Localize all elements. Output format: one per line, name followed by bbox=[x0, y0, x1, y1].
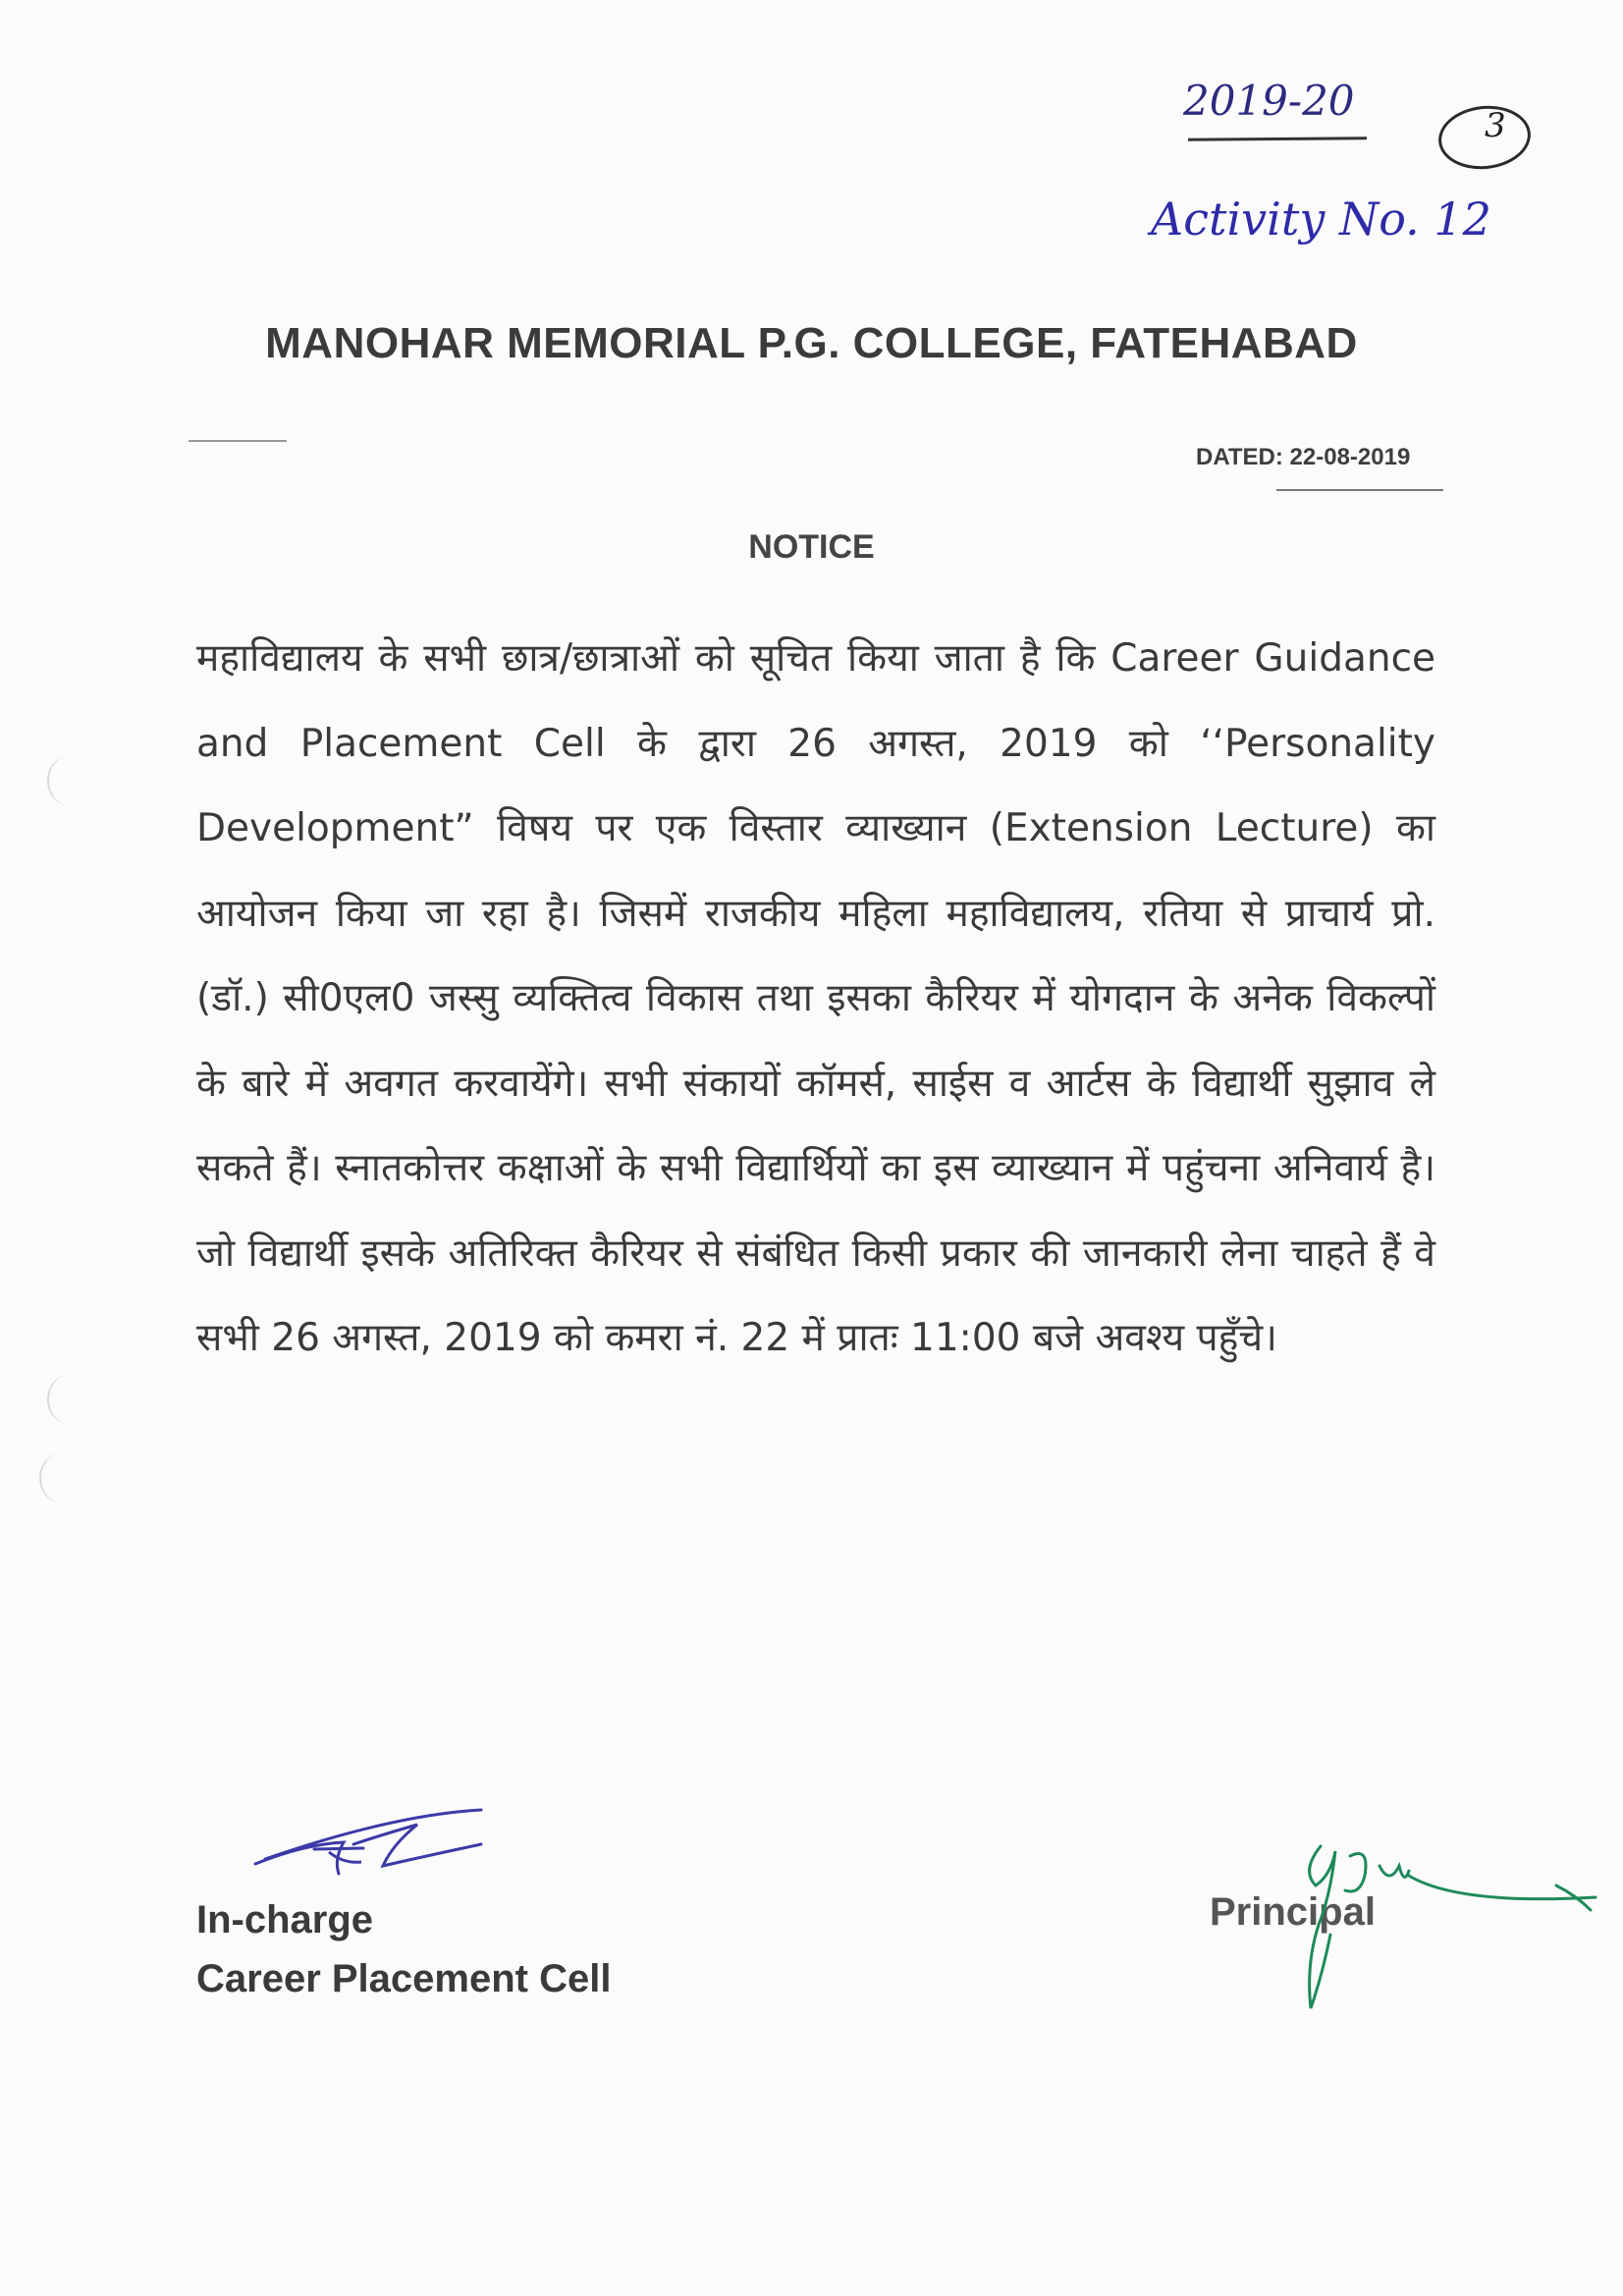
principal-label: Principal bbox=[1210, 1890, 1376, 1934]
handwritten-activity-number: Activity No. 12 bbox=[1151, 192, 1491, 246]
notice-body: महाविद्यालय के सभी छात्र/छात्राओं को सूचित किया जाता है कि Career Guidance and Placement Cell के द्वारा 26 अगस्त, 2019 को ‘‘Personality Development” विषय पर एक विस्तार व्याख्यान (Extension Lecture) का आयोजन किया जा रहा है। जिसमें राजकीय महिला महाविद्यालय, रतिया से प्राचार्य प्रो. (डॉ.) सी0एल0 जस्सु व्यक्तित्व विकास तथा इसका कैरियर में योगदान के अनेक विकल्पों के बारे में अवगत करवायेंगे। सभी संकायों कॉमर्स, साईस व आर्टस के विद्यार्थी सुझाव ले सकते हैं। स्नातकोत्तर कक्षाओं के सभी विद्यार्थियों का इस व्याख्यान में पहुंचना अनिवार्य है। जो विद्यार्थी इसके अतिरिक्त कैरियर से संबंधित किसी प्रकार की जानकारी लेना चाहते हैं वे सभी 26 अगस्त, 2019 को कमरा नं. 22 में प्रातः 11:00 बजे अवश्य पहुँचे। bbox=[196, 636, 1435, 1360]
notice-title: NOTICE bbox=[748, 528, 875, 566]
incharge-signature bbox=[245, 1805, 491, 1903]
date-underline bbox=[1276, 489, 1443, 491]
stray-mark bbox=[189, 440, 287, 442]
notice-date: DATED: 22-08-2019 bbox=[1196, 444, 1411, 470]
handwritten-page-number: 3 bbox=[1485, 106, 1506, 145]
college-name-heading: MANOHAR MEMORIAL P.G. COLLEGE, FATEHABAD bbox=[265, 319, 1358, 367]
handwritten-year: 2019-20 bbox=[1183, 77, 1355, 125]
incharge-department: Career Placement Cell bbox=[196, 1957, 612, 2000]
punch-hole-mark bbox=[47, 756, 90, 805]
incharge-title: In-charge bbox=[196, 1898, 374, 1941]
year-underline bbox=[1188, 137, 1367, 141]
punch-hole-mark bbox=[47, 1375, 90, 1424]
punch-hole-mark bbox=[39, 1453, 82, 1503]
incharge-signature-block bbox=[196, 1890, 611, 2008]
principal-signature bbox=[1262, 1827, 1605, 2023]
